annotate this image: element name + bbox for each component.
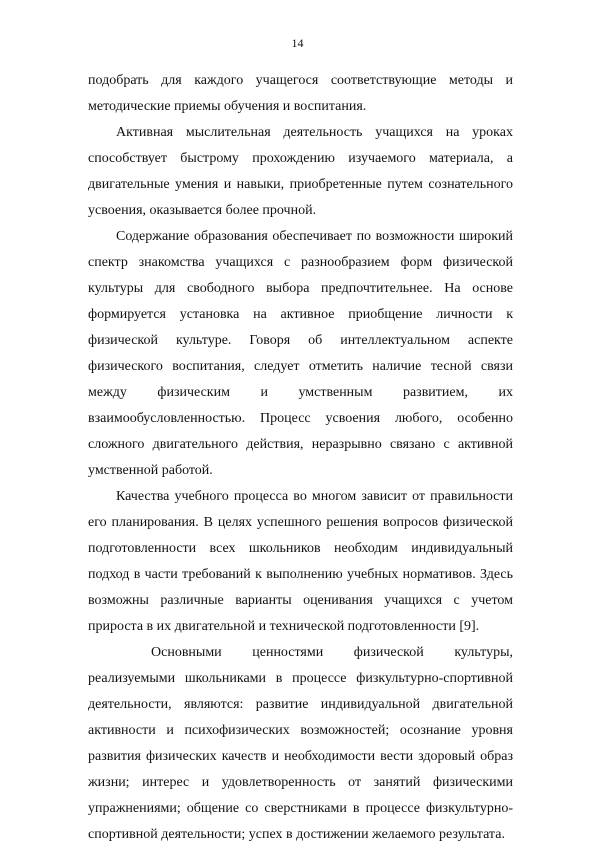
paragraph-mental-activity: Активная мыслительная деятельность учащихся на уроках способствует быстрому прохождению изучаемого материала, а двигательные умения и навыки, приобретенные путем сознательного усвоения, оказывается более прочной. — [88, 125, 513, 218]
paragraph-education-content: Содержание образования обеспечивает по возможности широкий спектр знакомства учащихся с разнообразием форм физической культуры для свободного выбора предпочтительнее. На основе формируется установка на активное приобщение личности к физической культуре. Говоря об интеллектуальном аспекте физического воспитания, следует отметить наличие тесной связи между физическим и умственным развитием, их взаимообусловленностью. Процесс усвоения любого, особенно сложного двигательного действия, неразрывно связано с активной умственной работой. — [88, 229, 513, 478]
paragraph-core-values: Основными ценностями физической культуры, реализуемыми школьниками в процессе физкультурно-спортивной деятельности, являются: развитие индивидуальной двигательной активности и психофизических возможностей; осознание уровня развития физических качеств и необходимости вести здоровый образ жизни; интерес и удовлетворенность от занятий физическими упражнениями; общение со сверстниками в процессе физкультурно-спортивной деятельности; успех в достижении желаемого результата. — [88, 645, 513, 842]
paragraph-learning-quality: Качества учебного процесса во многом зависит от правильности его планирования. В целях успешного решения вопросов физической подготовленности всех школьников необходим индивидуальный подход в части требований к выполнению учебных нормативов. Здесь возможны различные варианты оценивания учащихся с учетом прироста в их двигательной и технической подготовленности [9]. — [88, 489, 513, 634]
paragraph-continuation: подобрать для каждого учащегося соответствующие методы и методические приемы обучения и воспитания. — [88, 73, 513, 114]
document-body — [88, 68, 513, 848]
page-number: 14 — [291, 36, 304, 50]
